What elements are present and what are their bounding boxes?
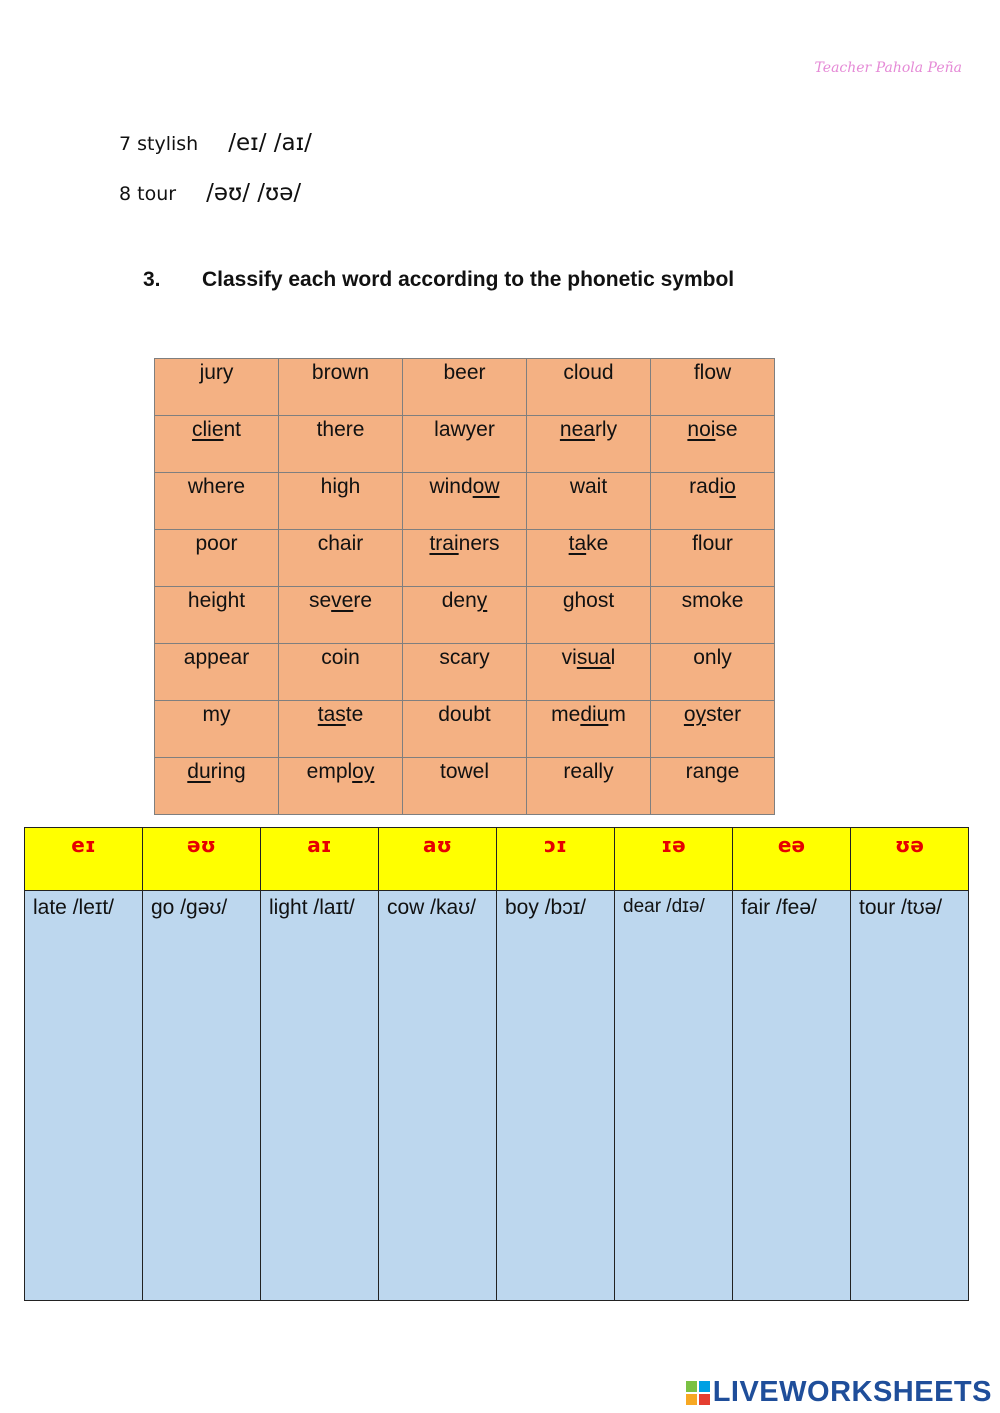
word-text: ster [706, 703, 742, 726]
word-text: nt [223, 418, 242, 441]
word-cell [279, 473, 403, 530]
example-word: cow /kaʊ/ [387, 896, 476, 919]
underlined-sound: nea [559, 418, 595, 441]
word-cell [403, 416, 527, 473]
word-text: ke [586, 532, 609, 555]
author-credit: Teacher Pahola Peña [814, 60, 962, 76]
word-text: poor [195, 532, 238, 555]
word-cell [155, 587, 279, 644]
word-text: se [715, 418, 738, 441]
example-word: fair /feə/ [741, 896, 817, 919]
sound-header: əʊ [143, 828, 261, 891]
word-text: flour [692, 532, 733, 555]
sound-column-dropzone[interactable] [379, 891, 497, 1301]
logo-square [699, 1394, 710, 1405]
word-text: beer [443, 361, 486, 384]
word-text: my [202, 703, 231, 726]
word-text: smoke [681, 589, 744, 612]
word-text: towel [439, 760, 490, 783]
item-word: 8 tour [119, 183, 177, 205]
word-grid-row [155, 587, 775, 644]
word-cell [155, 644, 279, 701]
word-cell [279, 530, 403, 587]
word-cell [403, 473, 527, 530]
word-cell [527, 359, 651, 416]
word-cell [279, 758, 403, 815]
word-text: cloud [563, 361, 614, 384]
underlined-sound: tas [317, 703, 346, 726]
word-text: height [187, 589, 246, 612]
word-text: rad [689, 475, 720, 498]
word-cell [403, 530, 527, 587]
word-text: lawyer [434, 418, 495, 441]
word-text: rly [594, 418, 618, 441]
word-cell [279, 701, 403, 758]
word-text: empl [306, 760, 353, 783]
sound-header: eə [733, 828, 851, 891]
sound-column-dropzone[interactable] [733, 891, 851, 1301]
logo-square [699, 1381, 710, 1392]
word-cell [651, 416, 775, 473]
liveworksheets-logo [686, 1376, 992, 1409]
word-grid-row [155, 701, 775, 758]
word-cell [155, 701, 279, 758]
underlined-sound: clie [191, 418, 224, 441]
word-text: m [608, 703, 626, 726]
exercise-heading [143, 268, 734, 292]
word-cell [527, 587, 651, 644]
word-cell [527, 530, 651, 587]
item-phonetics: /eɪ/ /aɪ/ [228, 130, 312, 156]
word-cell [527, 644, 651, 701]
word-text: there [316, 418, 365, 441]
word-text: range [685, 760, 740, 783]
word-text: ners [458, 532, 500, 555]
underlined-sound: trai [429, 532, 459, 555]
item-word: 7 stylish [119, 133, 199, 155]
word-text: high [320, 475, 361, 498]
example-word: go /gəʊ/ [151, 896, 228, 919]
word-grid-row [155, 644, 775, 701]
word-cell [651, 758, 775, 815]
sound-column-dropzone[interactable] [615, 891, 733, 1301]
example-word: boy /bɔɪ/ [505, 896, 587, 919]
exercise-item-8 [119, 180, 301, 206]
heading-text: Classify each word according to the phonetic symbol [202, 268, 735, 291]
sound-header: ɪə [615, 828, 733, 891]
word-grid-row [155, 530, 775, 587]
underlined-sound: y [476, 589, 488, 612]
underlined-sound: sua [576, 646, 611, 669]
word-text: brown [311, 361, 370, 384]
sound-header: aɪ [261, 828, 379, 891]
example-word: late /leɪt/ [33, 896, 115, 919]
word-grid-row [155, 359, 775, 416]
word-grid-row [155, 416, 775, 473]
word-cell [279, 416, 403, 473]
word-cell [403, 644, 527, 701]
word-cell [155, 758, 279, 815]
word-cell [279, 359, 403, 416]
word-text: re [353, 589, 373, 612]
underlined-sound: oy [352, 760, 375, 783]
sound-column-dropzone[interactable] [851, 891, 969, 1301]
example-word: light /laɪt/ [269, 896, 355, 919]
word-cell [651, 587, 775, 644]
underlined-sound: diu [580, 703, 609, 726]
word-text: flow [693, 361, 732, 384]
logo-grid-icon [686, 1381, 710, 1405]
word-text: doubt [438, 703, 491, 726]
underlined-sound: io [719, 475, 736, 498]
word-cell [279, 587, 403, 644]
word-cell [651, 644, 775, 701]
word-text: where [187, 475, 246, 498]
word-text: se [308, 589, 332, 612]
logo-square [686, 1394, 697, 1405]
word-cell [403, 701, 527, 758]
word-text: l [610, 646, 616, 669]
sound-column-dropzone[interactable] [497, 891, 615, 1301]
word-grid-row [155, 758, 775, 815]
word-text: te [345, 703, 364, 726]
word-cell [155, 473, 279, 530]
sound-column-dropzone[interactable] [25, 891, 143, 1301]
word-text: scary [439, 646, 490, 669]
item-phonetics: /əʊ/ /ʊə/ [206, 180, 302, 206]
word-cell [403, 359, 527, 416]
sound-column-dropzone[interactable] [261, 891, 379, 1301]
word-cell [279, 644, 403, 701]
word-grid-row [155, 473, 775, 530]
word-cell [403, 587, 527, 644]
sound-header: ʊə [851, 828, 969, 891]
exercise-item-7 [119, 130, 312, 156]
word-text: wait [569, 475, 608, 498]
word-grid [154, 358, 775, 815]
underlined-sound: ve [331, 589, 354, 612]
underlined-sound: du [187, 760, 211, 783]
word-cell [527, 473, 651, 530]
word-text: coin [321, 646, 360, 669]
word-cell [527, 758, 651, 815]
word-text: vi [561, 646, 577, 669]
word-text: really [563, 760, 614, 783]
word-text: wind [429, 475, 473, 498]
word-text: jury [199, 361, 234, 384]
word-text: me [551, 703, 581, 726]
example-word: tour /tʊə/ [859, 896, 943, 919]
logo-text: LIVEWORKSHEETS [712, 1376, 992, 1408]
word-cell [155, 416, 279, 473]
word-text: appear [183, 646, 250, 669]
sound-classification-table [24, 827, 969, 1301]
word-text: chair [317, 532, 364, 555]
word-cell [651, 473, 775, 530]
word-text: only [693, 646, 732, 669]
word-cell [651, 701, 775, 758]
sound-header: eɪ [25, 828, 143, 891]
example-word: dear /dɪə/ [623, 896, 705, 917]
sound-header: aʊ [379, 828, 497, 891]
logo-square [686, 1381, 697, 1392]
heading-number: 3. [143, 268, 161, 291]
underlined-sound: ta [568, 532, 587, 555]
word-cell [403, 758, 527, 815]
sound-header: ɔɪ [497, 828, 615, 891]
word-text: ring [210, 760, 246, 783]
underlined-sound: noi [687, 418, 716, 441]
word-cell [155, 530, 279, 587]
underlined-sound: ow [472, 475, 500, 498]
word-cell [651, 530, 775, 587]
underlined-sound: oy [683, 703, 707, 726]
word-cell [651, 359, 775, 416]
word-cell [155, 359, 279, 416]
sound-column-dropzone[interactable] [143, 891, 261, 1301]
word-text: ghost [562, 589, 615, 612]
word-cell [527, 701, 651, 758]
word-text: den [441, 589, 477, 612]
word-cell [527, 416, 651, 473]
